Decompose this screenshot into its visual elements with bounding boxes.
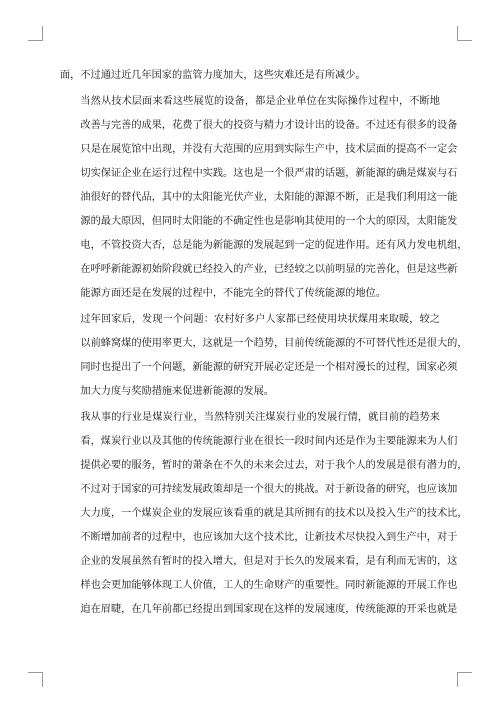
text-line: 看，煤炭行业以及其他的传统能源行业在很长一段时间内还是作为主要能源来为人们 [80, 436, 458, 447]
document-body [60, 64, 468, 622]
text-line: 在呼呼新能源初始阶段就已经投入的产业，已经较之以前明显的完善化，但是这些新 [80, 264, 458, 275]
paragraph [60, 308, 468, 404]
text-line: 加大力度与奖励措施来促进新能源的发展。 [80, 386, 274, 397]
text-line: 大力度，一个煤炭企业的发展应该看重的就是其所拥有的技术以及投入生产的技术比， [80, 508, 468, 519]
paragraph [60, 64, 440, 88]
text-line: 电，不管投资大否，总是能为新能源的发展起到一定的促进作用。还有风力发电机组， [80, 240, 468, 251]
paragraph [60, 406, 468, 622]
text-line: 企业的发展虽然有暂时的投入增大，但是对于长久的发展来看，是有利而无害的，这 [80, 556, 458, 567]
text-line: 源的最大原因，但同时太阳能的不确定性也是影响其使用的一个大的原因，太阳能发 [80, 216, 458, 227]
text-line: 切实保证企业在运行过程中实践。这也是一个很严肃的话题，新能源的确是煤炭与石 [80, 168, 458, 179]
text-line: 以前蜂窝煤的使用率更大，这就是一个趋势，目前传统能源的不可替代性还是很大的， [80, 338, 468, 349]
text-line: 提供必要的服务，暂时的萧条在不久的未来会过去，对于我个人的发展是很有潜力的， [80, 460, 468, 471]
text-line: 不过对于国家的可持续发展政策却是一个很大的挑战。对于新设备的研究，也应该加 [80, 484, 458, 495]
text-line: 面，不过通过近几年国家的监管力度加大，这些灾难还是有所减少。 [60, 70, 366, 81]
text-line: 过年回家后，发现一个问题：农村好多户人家都已经使用块状煤用来取暖，较之 [80, 314, 440, 325]
crop-mark-bottom-left [28, 672, 43, 687]
text-line: 迫在眉睫，在几年前都已经提出到国家现在这样的发展速度，传统能源的开采也就是 [80, 604, 458, 615]
text-line: 只是在展览馆中出现，并没有大范围的应用到实际生产中，技术层面的提高不一定会 [80, 144, 458, 155]
text-line: 同时也提出了一个问题，新能源的研究开展必定还是一个相对漫长的过程，国家必须 [80, 362, 458, 373]
text-line: 当然从技术层面来看这些展览的设备，都是企业单位在实际操作过程中，不断地 [80, 96, 440, 107]
text-line: 改善与完善的成果，花费了很大的投资与精力才设计出的设备。不过还有很多的设备 [80, 120, 458, 131]
text-line: 我从事的行业是煤炭行业，当然特别关注煤炭行业的发展行情，就目前的趋势来 [80, 412, 440, 423]
text-line: 能源方面还是在发展的过程中，不能完全的替代了传统能源的地位。 [80, 288, 387, 299]
text-line: 不断增加前者的过程中，也应该加大这个技术比，让新技术尽快投入到生产中，对于 [80, 532, 458, 543]
paragraph [60, 90, 468, 306]
crop-mark-bottom-right [457, 672, 472, 687]
crop-mark-top-left [28, 26, 43, 41]
text-line: 样也会更加能够体现工人价值，工人的生命财产的重要性。同时新能源的开展工作也 [80, 580, 458, 591]
text-line: 油很好的替代品，其中的太阳能光伏产业，太阳能的源源不断，正是我们利用这一能 [80, 192, 458, 203]
crop-mark-top-right [457, 26, 472, 41]
